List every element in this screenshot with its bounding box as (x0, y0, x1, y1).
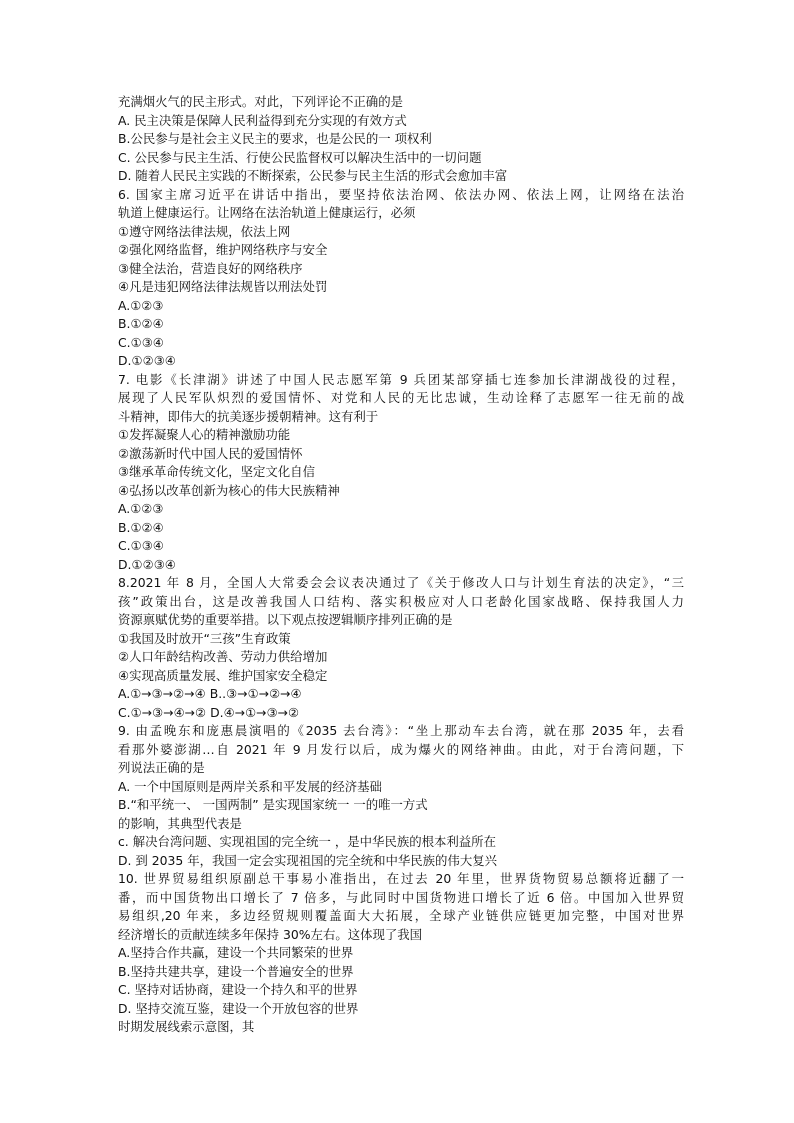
text-line: 番，而中国货物出口增长了 7 倍多，与此同时中国货物进口增长了近 6 倍。中国加入世界贸 (118, 889, 684, 905)
text-line: 时期发展线索示意图，其 (118, 1019, 255, 1034)
text-line: 展现了人民军队炽烈的爱国情怀、对党和人民的无比忠诚，生动诠释了志愿军一往无前的战 (118, 390, 684, 405)
text-line: D. 坚持交流互鉴，建设一个开放包容的世界 (118, 1000, 359, 1016)
text-line: 资源禀赋优势的重要举措。以下观点按逻辑顺序排列正确的是 (118, 612, 453, 627)
text-line: 8.2021 年 8 月，全国人大常委会会议表决通过了《关于修改人口与计划生育法的决定》，“三 (118, 575, 684, 590)
text-line: A. 一个中国原则是两岸关系和平发展的经济基础 (118, 778, 382, 794)
text-line: ④弘扬以改革创新为核心的伟大民族精神 (118, 482, 340, 498)
text-line: ①我国及时放开“三孩”生育政策 (118, 630, 291, 646)
text-line: ①遵守网络法律法规，依法上网 (118, 223, 291, 239)
text-line: B.①②④ (118, 316, 164, 331)
text-line: A.①②③ (118, 501, 164, 516)
text-line: ③继承革命传统文化，坚定文化自信 (118, 464, 315, 479)
text-line: 10. 世界贸易组织原副总干事易小准指出，在过去 20 年里，世界货物贸易总额将近翻了一 (118, 871, 684, 886)
text-line: 充满烟火气的民主形式。对此，下列评论不正确的是 (118, 94, 403, 109)
text-line: 孩”政策出台，这是改善我国人口结构、落实积极应对人口老龄化国家战略、保持我国人力 (118, 593, 684, 609)
text-line: C. 公民参与民主生活、行使公民监督权可以解决生活中的一切问题 (118, 149, 482, 165)
text-line: D.①②③④ (118, 353, 176, 368)
text-line: D. 到 2035 年，我国一定会实现祖国的完全统和中华民族的伟大复兴 (118, 852, 497, 868)
text-line: 6. 国家主席习近平在讲话中指出，要坚持依法治网、依法办网、依法上网，让网络在法治 (118, 186, 684, 202)
text-line: A. 民主决策是保障人民利益得到充分实现的有效方式 (118, 112, 407, 128)
text-line: ①发挥凝聚人心的精神激励功能 (118, 427, 291, 442)
text-line: C.①→③→④→② D.④→①→③→② (118, 704, 300, 720)
text-line: A.坚持合作共赢，建设一个共同繁荣的世界 (118, 945, 354, 960)
text-line: 易组织,20 年来，多边经贸规则覆盖面大大拓展，全球产业链供应链更加完整，中国对世界 (118, 908, 684, 923)
text-line: ④凡是违犯网络法律法规皆以刑法处罚 (118, 279, 328, 294)
text-line: 的影响，其典型代表是 (118, 815, 242, 831)
text-line: ③健全法治，营造良好的网络秩序 (118, 260, 303, 276)
text-line: 看那外婆澎湖…自 2021 年 9 月发行以后，成为爆火的网络神曲。由此，对于台湾问题，下 (118, 741, 684, 757)
text-line: B.“和平统一、 一国两制” 是实现国家统一 一的唯一方式 (118, 797, 428, 812)
text-line: C.①③④ (118, 538, 164, 553)
text-line: 斗精神，即伟大的抗美逐步援朝精神。这有利于 (118, 408, 379, 424)
text-line: B.①②④ (118, 519, 164, 535)
text-line: B.公民参与是社会主义民主的要求，也是公民的一 项权利 (118, 131, 432, 146)
text-line: ②强化网络监督，维护网络秩序与安全 (118, 242, 328, 257)
text-line: 7. 电影《长津湖》讲述了中国人民志愿军第 9 兵团某部穿插七连参加长津湖战役的过程， (118, 371, 684, 387)
text-line: A.①→③→②→④ B..③→①→②→④ (118, 686, 302, 701)
text-line: D.①②③④ (118, 556, 176, 572)
text-line: c. 解决台湾问题、实现祖国的完全统一 ，是中华民族的根本利益所在 (118, 834, 496, 849)
text-line: D. 随着人民民主实践的不断探索，公民参与民主生活的形式会愈加丰富 (118, 168, 508, 183)
text-line: ②人口年龄结构改善、劳动力供给增加 (118, 649, 328, 664)
text-line: A.①②③ (118, 297, 164, 313)
text-line: ④实现高质量发展、维护国家安全稳定 (118, 667, 328, 683)
text-line: 9. 由孟晚东和庞惠晨演唱的《2035 去台湾》：“坐上那动车去台湾，就在那 2035 年，去看 (118, 723, 684, 738)
text-line: C. 坚持对话协商，建设一个持久和平的世界 (118, 982, 358, 997)
text-line: ②激荡新时代中国人民的爱国情怀 (118, 445, 303, 461)
text-line: 列说法正确的是 (118, 760, 205, 775)
document-page (118, 93, 684, 1037)
text-line: 轨道上健康运行。让网络在法治轨道上健康运行，必须 (118, 205, 416, 220)
text-line: B.坚持共建共享，建设一个普遍安全的世界 (118, 963, 354, 979)
text-line: C.①③④ (118, 334, 164, 350)
text-line: 经济增长的贡献连续多年保持 30%左右。这体现了我国 (118, 926, 423, 942)
